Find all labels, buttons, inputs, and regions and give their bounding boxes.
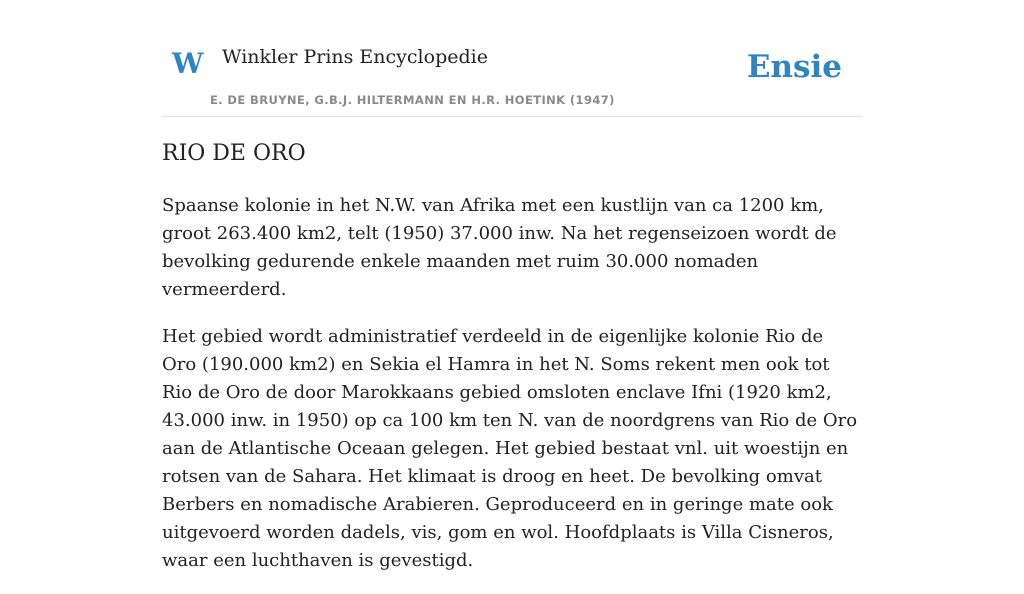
- article-title: RIO DE ORO: [162, 141, 306, 166]
- article-paragraph: Het gebied wordt administratief verdeeld in de eigenlijke kolonie Rio de Oro (190.000 km2) en Sekia el Hamra in het N. Soms rekent men ook tot Rio de Oro de door Marokkaans gebied omsloten enclave Ifni (1920 km2, 43.000 inw. in 1950) op ca 100 km ten N. van de noordgrens van Rio de Oro aan de Atlantische Oceaan gelegen. Het gebied bestaat vnl. uit woestijn en rotsen van de Sahara. Het klimaat is droog en heet. De bevolking omvat Berbers en nomadische Arabieren. Geproduceerd en in geringe mate ook uitgevoerd worden dadels, vis, gom en wol. Hoofdplaats is Villa Cisneros, waar een luchthaven is gevestigd.: [162, 326, 858, 571]
- publication-authors: E. DE BRUYNE, G.B.J. HILTERMANN EN H.R. HOETINK (1947): [210, 93, 615, 107]
- header: [162, 30, 862, 117]
- site-logo[interactable]: Ensie: [746, 49, 842, 85]
- publication-title[interactable]: Winkler Prins Encyclopedie: [222, 46, 488, 68]
- article-body: [162, 192, 862, 594]
- article-paragraph: Spaanse kolonie in het N.W. van Afrika met een kustlijn van ca 1200 km, groot 263.400 km2, telt (1950) 37.000 inw. Na het regenseizoen wordt de bevolking gedurende enkele maanden met ruim 30.000 nomaden vermeerderd.: [162, 195, 837, 300]
- publication-logo-icon[interactable]: W: [172, 47, 204, 80]
